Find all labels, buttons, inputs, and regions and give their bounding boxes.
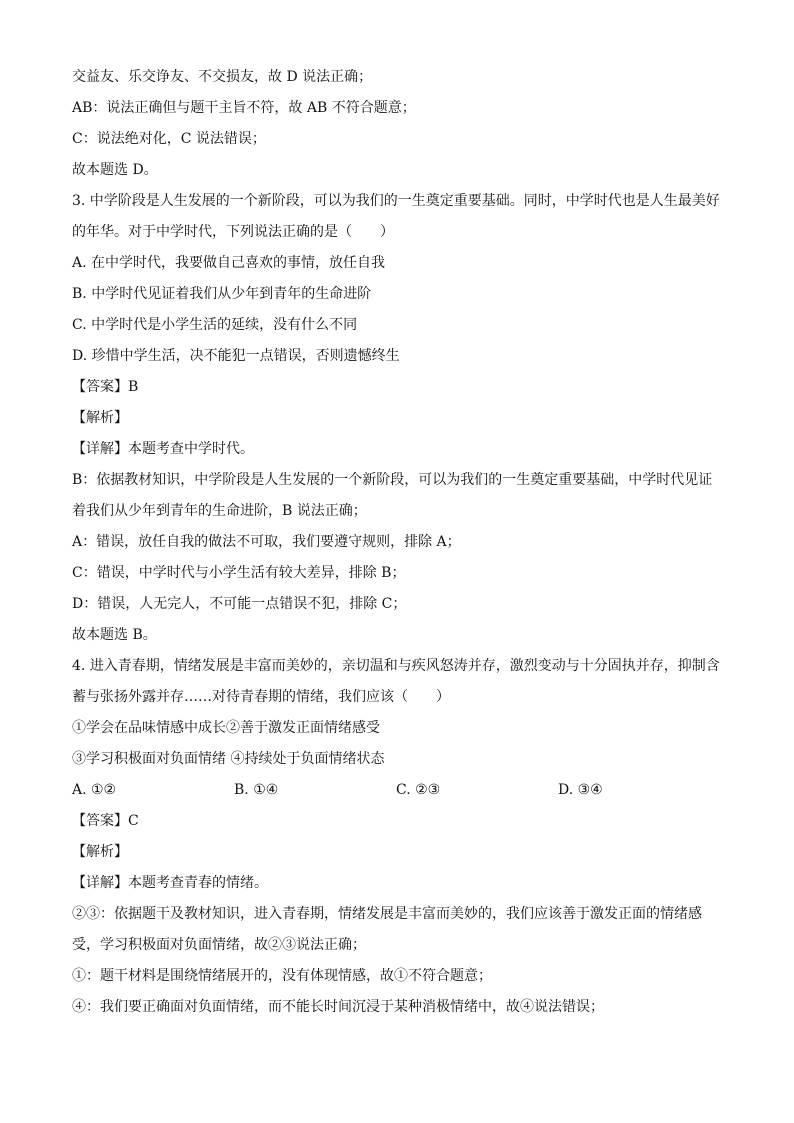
option-b: B. ①④	[234, 782, 279, 798]
answer-label: 【答案】C	[72, 813, 139, 829]
detail-line: 【详解】本题考查青春的情绪。	[72, 875, 268, 891]
analysis-label: 【解析】	[72, 410, 128, 426]
option-c: C. 中学时代是小学生活的延续，没有什么不同	[72, 317, 358, 333]
text-line: 故本题选 D。	[72, 162, 158, 178]
detail-line: 【详解】本题考查中学时代。	[72, 441, 254, 457]
text-line: AB：说法正确但与题干主旨不符，故 AB 不符合题意；	[72, 100, 416, 116]
option-c: C. ②③	[396, 782, 441, 798]
statement-line: ①学会在品味情感中成长②善于激发正面情绪感受	[72, 720, 380, 736]
text-line: C：说法绝对化，C 说法错误；	[72, 131, 266, 147]
option-a: A. 在中学时代，我要做自己喜欢的事情，放任自我	[72, 255, 386, 271]
explanation-line: 受，学习积极面对负面情绪，故②③说法正确；	[72, 937, 366, 953]
analysis-label: 【解析】	[72, 844, 128, 860]
answer-options	[72, 775, 724, 806]
explanation-line: B：依据教材知识，中学阶段是人生发展的一个新阶段，可以为我们的一生奠定重要基础，中学时代见证	[72, 472, 713, 488]
explanation-line: ①：题干材料是围绕情绪展开的，没有体现情感，故①不符合题意；	[72, 968, 492, 984]
question-3-stem: 的年华。对于中学时代，下列说法正确的是（ ）	[72, 224, 394, 240]
answer-label: 【答案】B	[72, 379, 139, 395]
explanation-line: C：错误，中学时代与小学生活有较大差异，排除 B；	[72, 565, 406, 581]
text-line: 交益友、乐交诤友、不交损友，故 D 说法正确；	[72, 69, 373, 85]
option-d: D. 珍惜中学生活，决不能犯一点错误，否则遗憾终生	[72, 348, 400, 364]
question-4-stem: 4. 进入青春期，情绪发展是丰富而美妙的，亲切温和与疾风怒涛并存，激烈变动与十分固执并存，抑制含	[72, 658, 720, 674]
explanation-line: A：错误，放任自我的做法不可取，我们要遵守规则，排除 A；	[72, 534, 461, 550]
explanation-line: ②③：依据题干及教材知识，进入青春期，情绪发展是丰富而美妙的，我们应该善于激发正面的情绪感	[72, 906, 702, 922]
option-b: B. 中学时代见证着我们从少年到青年的生命进阶	[72, 286, 372, 302]
statement-line: ③学习积极面对负面情绪 ④持续处于负面情绪状态	[72, 751, 385, 767]
question-4-stem: 蓄与张扬外露并存……对待青春期的情绪，我们应该（ ）	[72, 689, 450, 705]
option-d: D. ③④	[558, 782, 603, 798]
explanation-line: 着我们从少年到青年的生命进阶，B 说法正确；	[72, 503, 367, 519]
question-3-stem: 3. 中学阶段是人生发展的一个新阶段，可以为我们的一生奠定重要基础。同时，中学时代也是人生最美好	[72, 193, 720, 209]
option-a: A. ①②	[72, 782, 117, 798]
conclusion-line: 故本题选 B。	[72, 627, 157, 643]
explanation-line: ④：我们要正确面对负面情绪，而不能长时间沉浸于某种消极情绪中，故④说法错误；	[72, 999, 604, 1015]
explanation-line: D：错误，人无完人，不可能一点错误不犯，排除 C；	[72, 596, 407, 612]
